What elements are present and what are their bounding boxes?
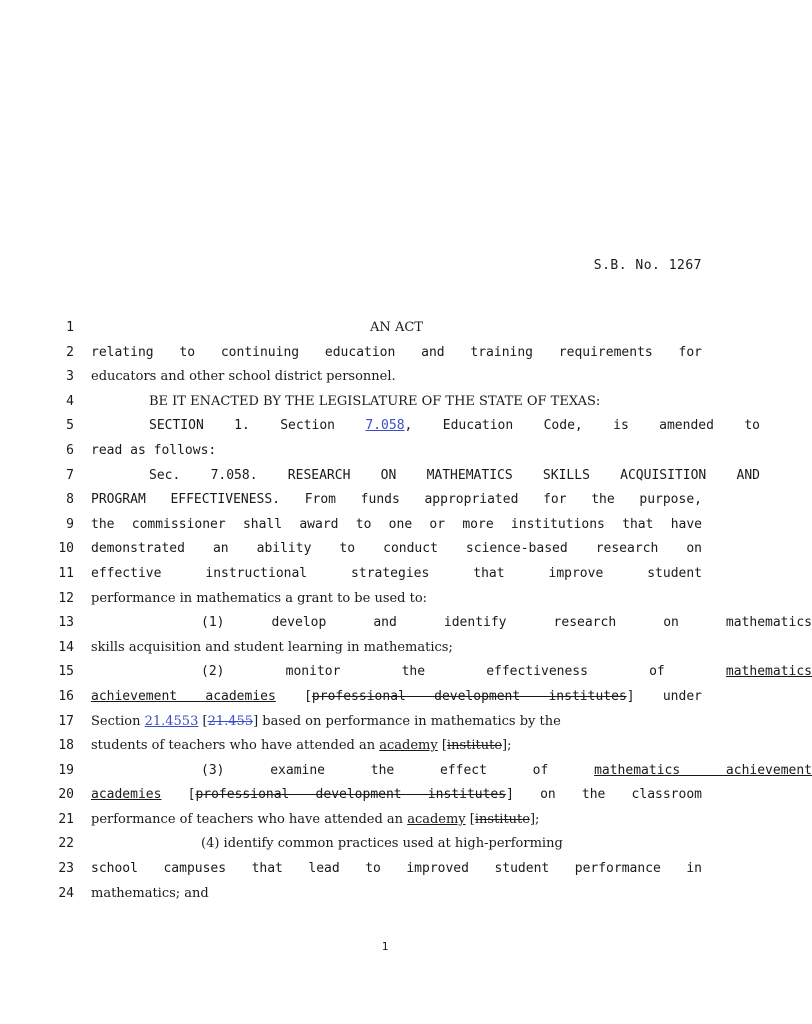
list-item-text <box>91 685 702 710</box>
list-item-text <box>91 808 702 833</box>
line-number: 4 <box>66 393 74 409</box>
plain-text: ]; <box>502 738 512 754</box>
plain-text: ]; <box>529 811 540 827</box>
list-item-text <box>91 734 702 759</box>
bill-number: S.B. No. 1267 <box>593 258 702 273</box>
act-heading: AN ACT <box>370 320 423 335</box>
plain-text: (2) monitor the effectiveness of <box>201 664 726 680</box>
list-item-text: skills acquisition and student learning in mathematics; <box>91 639 453 655</box>
section-text: read as follows: <box>91 442 217 458</box>
inserted-text: achievement academies <box>91 688 276 704</box>
list-item-text <box>91 710 702 735</box>
body-text: effective instructional strategies that improve student <box>91 565 702 581</box>
text-line <box>0 636 770 661</box>
inserted-text: academy <box>379 738 438 754</box>
text-line <box>0 710 770 735</box>
line-number: 24 <box>58 885 74 901</box>
deleted-text: professional development institutes <box>195 787 507 803</box>
text-line <box>0 414 770 439</box>
plain-text: Section <box>91 713 145 729</box>
line-number: 9 <box>66 516 74 532</box>
line-number: 7 <box>66 467 74 483</box>
line-number: 22 <box>58 836 74 852</box>
inserted-text: academy <box>407 811 466 827</box>
text-line <box>0 857 770 882</box>
list-item-text: (1) develop and identify research on mathematics <box>201 615 812 631</box>
section-label: SECTION 1. Section <box>149 418 366 434</box>
line-number: 14 <box>58 639 74 655</box>
line-number: 5 <box>66 418 74 434</box>
line-number: 20 <box>58 787 74 803</box>
inserted-text: mathematics achievement <box>594 762 812 778</box>
plain-text: ] based on performance in mathematics by the <box>253 713 561 729</box>
line-number: 8 <box>66 492 74 508</box>
plain-text: ] on the classroom <box>506 787 702 803</box>
plain-text: [ <box>161 787 196 803</box>
text-line <box>0 439 770 464</box>
list-item-text: mathematics; and <box>91 885 209 901</box>
page-number: 1 <box>381 940 389 953</box>
text-line <box>0 685 770 710</box>
deleted-text: professional development institutes <box>311 688 627 704</box>
section-text-tail: , Education Code, is amended to <box>404 418 760 434</box>
line-number: 10 <box>58 541 74 557</box>
bill-text <box>0 316 812 906</box>
text-line <box>0 562 770 587</box>
line-number: 2 <box>66 344 74 360</box>
text-line <box>0 365 770 390</box>
deleted-text: institute <box>446 738 503 754</box>
line-number: 11 <box>58 565 74 581</box>
section-link[interactable]: 21.4553 <box>144 713 199 729</box>
text-line <box>0 513 770 538</box>
caption-text: educators and other school district personnel. <box>91 369 396 385</box>
line-number: 3 <box>66 369 74 385</box>
plain-text: [ <box>275 688 312 704</box>
body-text: the commissioner shall award to one or more institutions that have <box>91 516 702 532</box>
line-number: 6 <box>66 442 74 458</box>
text-line <box>0 316 770 341</box>
line-number: 12 <box>58 590 74 606</box>
text-line <box>0 759 812 784</box>
plain-text: [ <box>198 713 208 729</box>
line-number: 21 <box>58 811 74 827</box>
text-line <box>0 537 770 562</box>
text-line <box>0 882 770 907</box>
line-number: 16 <box>58 688 74 704</box>
line-number: 19 <box>58 762 74 778</box>
deleted-text: institute <box>474 811 530 827</box>
plain-text: ] under <box>626 688 702 704</box>
line-number: 18 <box>58 738 74 754</box>
line-number: 15 <box>58 664 74 680</box>
line-number: 1 <box>66 320 74 335</box>
plain-text: students of teachers who have attended an <box>91 738 380 754</box>
text-line <box>0 611 812 636</box>
body-text: demonstrated an ability to conduct science-based research on <box>91 541 702 557</box>
enacting-clause: BE IT ENACTED BY THE LEGISLATURE OF THE STATE OF TEXAS: <box>149 393 601 409</box>
text-line <box>0 660 812 685</box>
plain-text: [ <box>437 738 447 754</box>
text-line <box>0 464 770 489</box>
text-line <box>0 808 770 833</box>
section-link[interactable]: 7.058 <box>365 418 405 434</box>
inserted-text: academies <box>91 787 162 803</box>
line-number: 23 <box>58 861 74 877</box>
inserted-text: mathematics <box>725 664 812 680</box>
plain-text: (3) examine the effect of <box>201 762 595 778</box>
text-line <box>0 390 770 415</box>
section-text <box>91 414 760 439</box>
caption-text: relating to continuing education and training requirements for <box>91 344 702 360</box>
line-number: 17 <box>58 713 74 729</box>
section-heading: Sec. 7.058. RESEARCH ON MATHEMATICS SKILLS ACQUISITION AND <box>149 467 760 483</box>
text-line <box>0 488 770 513</box>
list-item-text <box>91 759 812 784</box>
list-item-text <box>91 660 812 685</box>
text-line <box>0 734 770 759</box>
text-line <box>0 783 770 808</box>
body-text: PROGRAM EFFECTIVENESS. From funds appropriated for the purpose, <box>91 492 702 508</box>
list-item-text: school campuses that lead to improved student performance in <box>91 861 702 877</box>
list-item-text: (4) identify common practices used at high-performing <box>201 836 563 852</box>
line-number: 13 <box>58 615 74 631</box>
text-line <box>0 832 770 857</box>
body-text: performance in mathematics a grant to be used to: <box>91 590 428 606</box>
deleted-section-link[interactable]: 21.455 <box>207 713 254 729</box>
plain-text: [ <box>465 811 475 827</box>
list-item-text <box>91 783 702 808</box>
text-line <box>0 341 770 366</box>
plain-text: performance of teachers who have attended an <box>91 811 408 827</box>
text-line <box>0 587 770 612</box>
